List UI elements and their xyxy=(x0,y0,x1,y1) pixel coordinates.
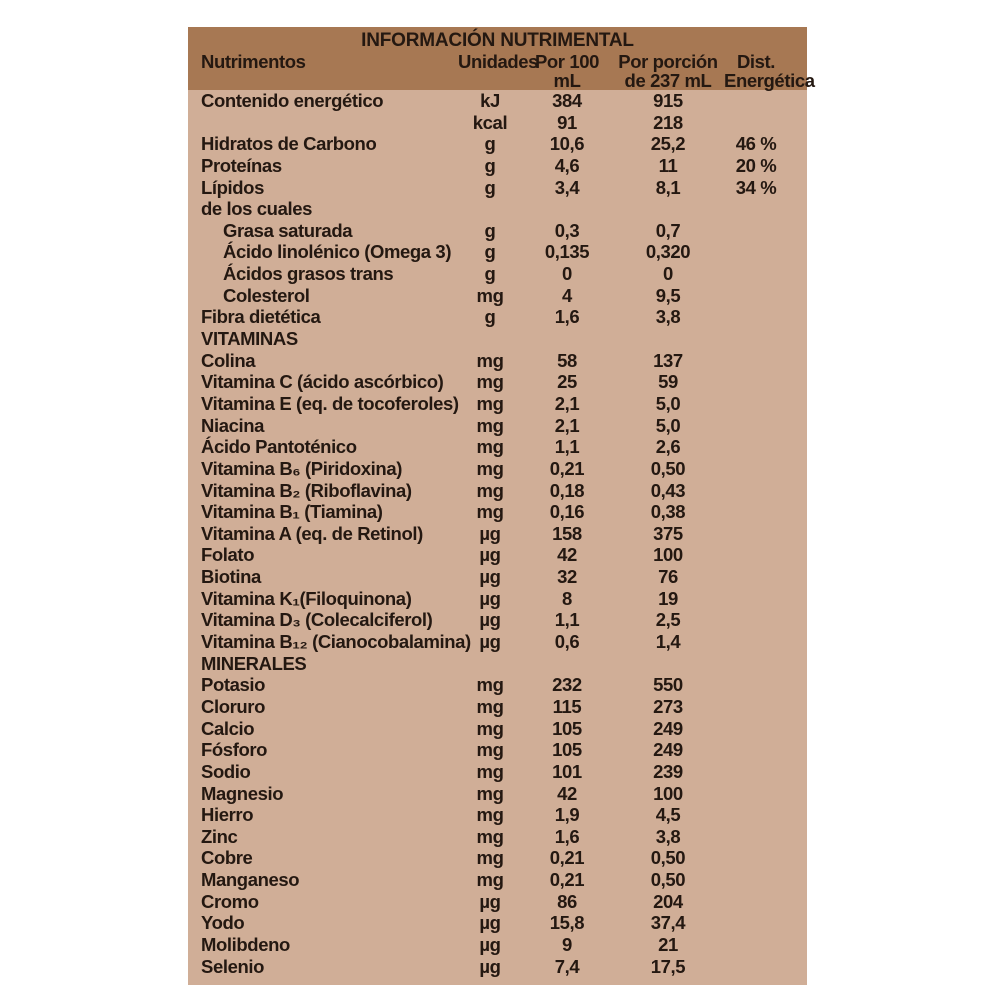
nutrient-name: Hierro xyxy=(201,804,254,826)
nutrient-name: Folato xyxy=(201,544,255,566)
nutrient-name: Molibdeno xyxy=(201,933,290,955)
per-portion-value: 3,8 xyxy=(655,306,681,328)
per-100ml-value: 0,18 xyxy=(549,479,585,501)
table-row xyxy=(188,112,807,134)
table-row xyxy=(188,285,807,307)
table-row xyxy=(188,631,807,653)
unit-value: mg xyxy=(476,457,504,479)
unit-value: mg xyxy=(476,501,504,523)
per-portion-value: 239 xyxy=(653,760,683,782)
per-portion-value: 2,6 xyxy=(655,436,681,458)
table-row xyxy=(188,718,807,740)
per-portion-value: 76 xyxy=(658,566,678,588)
nutrient-name: Calcio xyxy=(201,717,255,739)
per-100ml-value: 86 xyxy=(557,890,577,912)
nutrient-name: Contenido energético xyxy=(201,90,384,111)
table-row xyxy=(188,241,807,263)
table-row xyxy=(188,588,807,610)
table-row xyxy=(188,934,807,956)
column-header xyxy=(458,51,539,90)
per-portion-value: 4,5 xyxy=(655,804,681,826)
unit-value: µg xyxy=(479,955,501,977)
unit-value: mg xyxy=(476,717,504,739)
per-100ml-value: 1,1 xyxy=(554,609,580,631)
nutrient-name: Cromo xyxy=(201,890,259,912)
per-100ml-value: 58 xyxy=(557,349,577,371)
per-portion-value: 21 xyxy=(658,933,678,955)
table-row xyxy=(188,804,807,826)
unit-value: µg xyxy=(479,522,501,544)
per-portion-value: 249 xyxy=(653,739,683,761)
unit-value: g xyxy=(484,241,496,263)
column-header-line: mL xyxy=(553,70,581,91)
per-portion-value: 11 xyxy=(658,154,678,176)
per-100ml-value: 0,21 xyxy=(549,457,585,479)
per-100ml-value: 4,6 xyxy=(554,154,580,176)
per-100ml-value: 1,1 xyxy=(554,436,580,458)
unit-value: µg xyxy=(479,912,501,934)
per-100ml-value: 0,16 xyxy=(549,501,585,523)
nutrient-name: Cloruro xyxy=(201,695,266,717)
table-row xyxy=(188,458,807,480)
energy-distribution-value: 46 % xyxy=(735,133,777,155)
column-header xyxy=(522,52,612,90)
unit-value: mg xyxy=(476,804,504,826)
per-portion-value: 0,38 xyxy=(650,501,686,523)
nutrient-name: Sodio xyxy=(201,760,251,782)
table-row xyxy=(188,523,807,545)
nutrient-name: Manganeso xyxy=(201,869,300,891)
nutrient-name: Proteínas xyxy=(201,154,282,176)
nutrition-label xyxy=(188,27,815,985)
table-row xyxy=(188,155,807,177)
per-portion-value: 204 xyxy=(653,890,683,912)
nutrient-name: Zinc xyxy=(201,825,238,847)
unit-value: mg xyxy=(476,284,504,306)
per-portion-value: 9,5 xyxy=(655,284,681,306)
unit-value: mg xyxy=(476,392,504,414)
per-100ml-value: 10,6 xyxy=(549,133,585,155)
unit-value: mg xyxy=(476,739,504,761)
per-100ml-value: 8 xyxy=(562,587,572,609)
unit-value: g xyxy=(484,133,496,155)
per-portion-value: 0,320 xyxy=(645,241,691,263)
nutrient-name: Vitamina B₂ (Riboflavina) xyxy=(201,479,412,501)
table-row xyxy=(188,90,807,112)
nutrient-name: Fósforo xyxy=(201,739,268,761)
per-100ml-value: 42 xyxy=(557,544,577,566)
table-row xyxy=(188,177,807,199)
nutrient-name: Vitamina A (eq. de Retinol) xyxy=(201,522,423,544)
table-row xyxy=(188,869,807,891)
per-100ml-value: 42 xyxy=(557,782,577,804)
per-portion-value: 0,50 xyxy=(650,847,686,869)
per-portion-value: 5,0 xyxy=(655,414,681,436)
per-100ml-value: 91 xyxy=(557,111,577,133)
per-100ml-value: 232 xyxy=(552,674,582,696)
table-row xyxy=(188,263,807,285)
nutrient-name: Fibra dietética xyxy=(201,306,321,328)
per-100ml-value: 7,4 xyxy=(554,955,580,977)
per-100ml-value: 101 xyxy=(552,760,582,782)
nutrient-name: Grasa saturada xyxy=(223,219,353,241)
per-100ml-value: 158 xyxy=(552,522,582,544)
nutrient-name: MINERALES xyxy=(201,652,307,674)
per-100ml-value: 115 xyxy=(552,695,582,717)
per-100ml-value: 3,4 xyxy=(554,176,580,198)
table-row xyxy=(188,696,807,718)
per-portion-value: 2,5 xyxy=(655,609,681,631)
column-header-line: Dist. xyxy=(736,51,776,72)
nutrient-name: Magnesio xyxy=(201,782,284,804)
energy-distribution-value: 20 % xyxy=(735,154,777,176)
unit-value: mg xyxy=(476,695,504,717)
table-row xyxy=(188,544,807,566)
unit-value: µg xyxy=(479,609,501,631)
nutrient-name: Ácido Pantoténico xyxy=(201,436,357,458)
unit-value: µg xyxy=(479,587,501,609)
table-row xyxy=(188,220,807,242)
unit-value: µg xyxy=(479,933,501,955)
per-100ml-value: 2,1 xyxy=(554,414,580,436)
nutrient-name: Vitamina B₆ (Piridoxina) xyxy=(201,457,402,479)
per-portion-value: 249 xyxy=(653,717,683,739)
per-portion-value: 5,0 xyxy=(655,392,681,414)
per-portion-value: 0,43 xyxy=(650,479,686,501)
per-portion-value: 100 xyxy=(653,782,683,804)
per-portion-value: 19 xyxy=(658,587,678,609)
unit-value: mg xyxy=(476,479,504,501)
table-row xyxy=(188,328,807,350)
per-portion-value: 0,50 xyxy=(650,457,686,479)
table-row xyxy=(188,912,807,934)
unit-value: g xyxy=(484,176,496,198)
table-header xyxy=(188,27,815,91)
table-row xyxy=(188,306,807,328)
nutrient-name: Vitamina C (ácido ascórbico) xyxy=(201,371,444,393)
unit-value: mg xyxy=(476,847,504,869)
per-portion-value: 8,1 xyxy=(655,176,681,198)
column-header-line: Unidades xyxy=(458,51,539,72)
per-100ml-value: 1,6 xyxy=(554,825,580,847)
unit-value: g xyxy=(484,219,496,241)
nutrient-name: Yodo xyxy=(201,912,245,934)
per-portion-value: 0,7 xyxy=(655,219,681,241)
per-portion-value: 17,5 xyxy=(650,955,686,977)
nutrient-name: Vitamina K₁(Filoquinona) xyxy=(201,587,412,609)
per-portion-value: 59 xyxy=(658,371,678,393)
per-portion-value: 100 xyxy=(653,544,683,566)
table-row xyxy=(188,501,807,523)
nutrient-name: Vitamina D₃ (Colecalciferol) xyxy=(201,609,433,631)
column-headers xyxy=(188,51,815,91)
per-100ml-value: 0,21 xyxy=(549,869,585,891)
nutrient-name: Potasio xyxy=(201,674,266,696)
nutrient-name: Vitamina B₁ (Tiamina) xyxy=(201,501,383,523)
unit-value: kcal xyxy=(472,111,508,133)
per-100ml-value: 1,6 xyxy=(554,306,580,328)
table-row xyxy=(188,761,807,783)
per-portion-value: 3,8 xyxy=(655,825,681,847)
table-row xyxy=(188,653,807,675)
energy-distribution-value: 34 % xyxy=(735,176,777,198)
per-100ml-value: 0 xyxy=(562,263,572,285)
per-100ml-value: 105 xyxy=(552,739,582,761)
table-row xyxy=(188,826,807,848)
per-100ml-value: 0,3 xyxy=(554,219,580,241)
per-portion-value: 0 xyxy=(663,263,673,285)
unit-value: mg xyxy=(476,825,504,847)
nutrient-name: Ácido linolénico (Omega 3) xyxy=(223,241,452,263)
per-100ml-value: 384 xyxy=(552,90,582,111)
table-row xyxy=(188,739,807,761)
unit-value: µg xyxy=(479,544,501,566)
nutrient-name: Vitamina E (eq. de tocoferoles) xyxy=(201,392,459,414)
unit-value: g xyxy=(484,263,496,285)
table-row xyxy=(188,847,807,869)
unit-value: mg xyxy=(476,782,504,804)
nutrient-name: Ácidos grasos trans xyxy=(223,263,394,285)
per-100ml-value: 2,1 xyxy=(554,392,580,414)
nutrient-name: Selenio xyxy=(201,955,264,977)
per-portion-value: 550 xyxy=(653,674,683,696)
per-portion-value: 218 xyxy=(653,111,683,133)
table-title: INFORMACIÓN NUTRIMENTAL xyxy=(361,30,634,51)
per-portion-value: 37,4 xyxy=(650,912,686,934)
column-header xyxy=(724,51,815,91)
unit-value: mg xyxy=(476,371,504,393)
nutrient-name: de los cuales xyxy=(201,198,312,220)
per-portion-value: 25,2 xyxy=(650,133,686,155)
per-100ml-value: 15,8 xyxy=(549,912,585,934)
nutrient-name: Cobre xyxy=(201,847,253,869)
column-header-line: Por porción xyxy=(618,51,718,72)
per-100ml-value: 105 xyxy=(552,717,582,739)
unit-value: g xyxy=(484,306,496,328)
table-body xyxy=(188,90,807,977)
table-row xyxy=(188,956,807,978)
per-100ml-value: 9 xyxy=(562,933,572,955)
table-row xyxy=(188,566,807,588)
per-100ml-value: 0,135 xyxy=(544,241,590,263)
per-100ml-value: 4 xyxy=(562,284,572,306)
column-header-line: de 237 mL xyxy=(624,70,712,91)
unit-value: mg xyxy=(476,349,504,371)
unit-value: g xyxy=(484,154,496,176)
table-row xyxy=(188,609,807,631)
table-row xyxy=(188,436,807,458)
per-100ml-value: 0,21 xyxy=(549,847,585,869)
unit-value: µg xyxy=(479,890,501,912)
column-header-line: Nutrimentos xyxy=(201,51,306,72)
per-portion-value: 0,50 xyxy=(650,869,686,891)
unit-value: mg xyxy=(476,760,504,782)
table-row xyxy=(188,674,807,696)
nutrient-name: VITAMINAS xyxy=(201,328,298,350)
unit-value: mg xyxy=(476,674,504,696)
unit-value: kJ xyxy=(480,90,500,111)
table-row xyxy=(188,415,807,437)
per-100ml-value: 25 xyxy=(557,371,577,393)
per-100ml-value: 1,9 xyxy=(554,804,580,826)
table-row xyxy=(188,350,807,372)
per-portion-value: 137 xyxy=(653,349,683,371)
column-header-line: Energética xyxy=(724,70,815,91)
column-header-line: Por 100 xyxy=(534,51,600,72)
table-row xyxy=(188,198,807,220)
table-row xyxy=(188,133,807,155)
nutrient-name: Hidratos de Carbono xyxy=(201,133,377,155)
per-portion-value: 375 xyxy=(653,522,683,544)
unit-value: µg xyxy=(479,631,501,653)
per-portion-value: 273 xyxy=(653,695,683,717)
table-row xyxy=(188,891,807,913)
table-row xyxy=(188,393,807,415)
nutrient-name: Biotina xyxy=(201,566,261,588)
table-row xyxy=(188,480,807,502)
table-row xyxy=(188,371,807,393)
column-header xyxy=(188,52,458,90)
per-100ml-value: 0,6 xyxy=(554,631,580,653)
column-header xyxy=(612,52,724,90)
nutrient-name: Colina xyxy=(201,349,256,371)
nutrient-name: Niacina xyxy=(201,414,265,436)
unit-value: mg xyxy=(476,869,504,891)
unit-value: mg xyxy=(476,414,504,436)
nutrient-name: Colesterol xyxy=(223,284,310,306)
table-row xyxy=(188,783,807,805)
per-portion-value: 915 xyxy=(653,90,683,111)
unit-value: µg xyxy=(479,566,501,588)
nutrient-name: Vitamina B₁₂ (Cianocobalamina) xyxy=(201,631,471,653)
nutrient-name: Lípidos xyxy=(201,176,264,198)
unit-value: mg xyxy=(476,436,504,458)
per-100ml-value: 32 xyxy=(557,566,577,588)
per-portion-value: 1,4 xyxy=(655,631,681,653)
